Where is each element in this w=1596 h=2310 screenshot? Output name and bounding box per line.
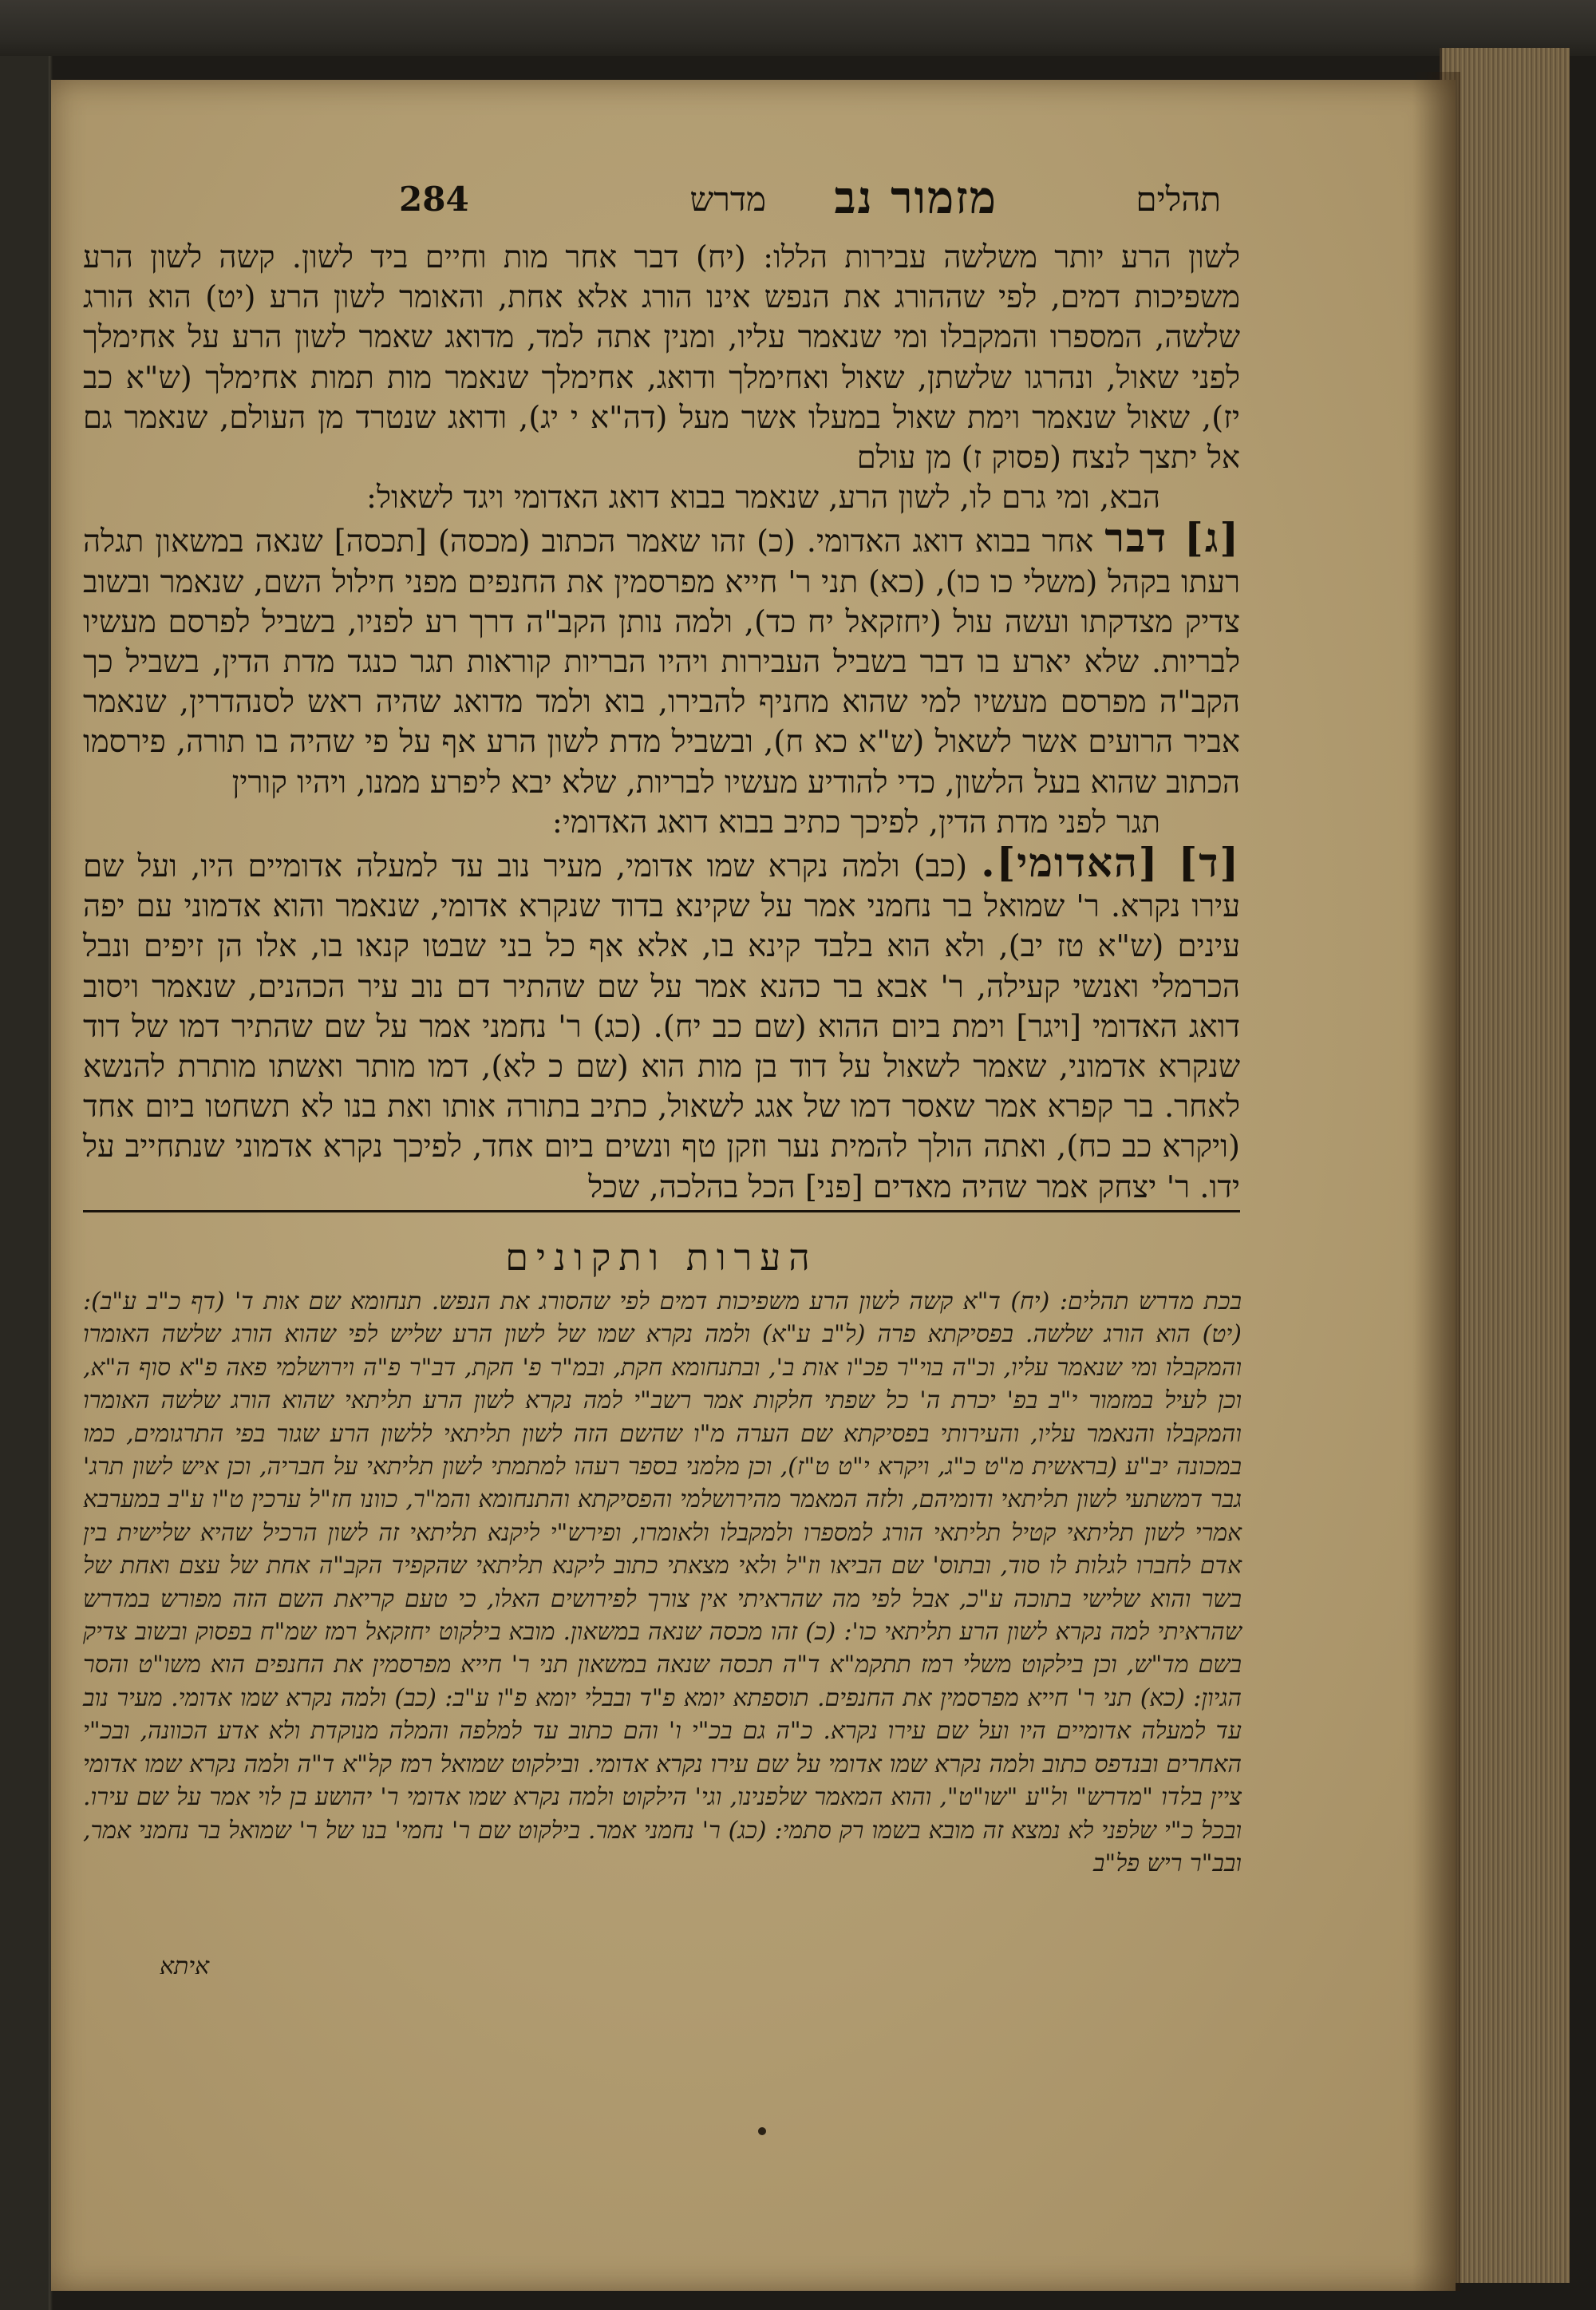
catchword: איתא xyxy=(160,1952,210,1980)
section-3-heading: [ג] דבר xyxy=(1104,514,1240,562)
header-midrash-title: מדרש xyxy=(689,180,766,219)
section-3-end: תגר לפני מדת הדין, לפיכך כתיב בבוא דואג האדומי: xyxy=(551,804,1160,841)
section-3 xyxy=(83,514,1240,802)
page-gutter-shadow xyxy=(1412,72,1460,2291)
notes-paragraph: בכת מדרש תהלים: (יח) ד"א קשה לשון הרע משפיכות דמים לפי שהסורג את הנפש. תנחומא שם אות ד' (דף כ"ב ע"ב): (יט) הוא הורג שלשה. בפסיקתא פרה (ל"ב ע"א) ולמה נקרא שמו של לשון הרע שליש לפי שהוא הורג שלשה האומרו והמקבלו ומי שנאמר עליו, וכ"ה בוי"ר פכ"ו אות ב', ובתנחומא חקת, ובמ"ר פ' חקת, דב"ר פ"ה וירושלמי פאה פ"א סוף ה"א, וכן לעיל במזמור י"ב בפ' יכרת ה' כל שפתי חלקות אמר רשב"י למה נקרא לשון הרע תליתאי שהוא הורג שלשה האומרו והמקבלו והנאמר עליו, והעירותי בפסיקתא שם הערה מ"ו שהשם הזה לשון תליתאי ללשון הרע שגור בפי התרגומים, כמו במכונה יב"ע (בראשית מ"ט כ"ג, ויקרא י"ט ט"ז), וכן מלמני בספר רעהו למתמתי לשון תליתאי על חבריה, וכן איש לשון תרג' גבר דמשתעי לשון תליתאי ודומיהם, ולזה המאמר מהירושלמי והפסיקתא והתנחומא והמ"ר, כוונו חז"ל ערכין ט"ו ע"ב במערבא אמרי לשון תליתאי קטיל תליתאי הורג למספרו ולמקבלו ולאומרו, ופירש"י ליקנא תליתאי זה לשון הרכיל שהיא שלישית בין אדם לחברו לגלות לו סוד, ובתוס' שם הביאו וז"ל ולאי מצאתי כתוב ליקנא תליתאי שהקפיד הקב"ה אחת של עצם ואחת של בשר והוא שלישי בתוכה ע"כ, אבל לפי מה שהראיתי אין צורך לפירושים האלו, כי טעם קריאת השם הזה מפורש במדרש שהראיתי למה נקרא לשון הרע תליתאי כו': (כ) זהו מכסה שנאה במשאון. מובא בילקוט יחזקאל רמז שמ"ח בפסוק ובשוב צדיק בשם מד"ש, וכן בילקוט משלי רמז תתקמ"א ד"ה תכסה שנאה במשאון תני ר' חייא מפרסמין את החנפים הוא משו"ט והסר הגיון: (כא) תני ר' חייא מפרסמין את החנפים. תוספתא יומא פ"ד ובבלי יומא פ"ו ע"ב: (כב) ולמה נקרא שמו אדומי. מעיר נוב עד למעלה אדומיים היו ועל שם עירו נקרא. כ"ה גם בכ"י ו' והם כתוב עד למלפה והמלה מנוקדת ולא אדע הכוונה, ובכ"י האחרים ובנדפס כתוב ולמה נקרא שמו אדומי על שם עירו נקרא אדומי. ובילקוט שמואל רמז קל"א ד"ה ולמה נקרא שמו אדומי ציין בלדו "מדרש" ול"ע "שו"ט", והוא המאמר שלפנינו, וגי' הילקוט ולמה נקרא שמו אדומי ר' יהושע בן לוי אמר על שם עירו. ובכל כ"י שלפני לא נמצא זה מובא בשמו רק סתמי: (כג) ר' נחמני אמר. בילקוט שם ר' נחמי' בנו של ר' שמואל בר נחמני אמר, ובב"ר ריש פל"ב xyxy=(83,1288,1242,1877)
page-number: 284 xyxy=(399,180,469,219)
notes-divider xyxy=(83,1210,1240,1212)
main-text-block xyxy=(83,238,1240,1208)
notes-block xyxy=(83,1285,1242,1880)
notes-heading: הערות ותקונים xyxy=(505,1236,818,1279)
main-paragraph: לשון הרע יותר משלשה עבירות הללו: (יח) דבר אחר מות וחיים ביד לשון. קשה לשון הרע משפיכות דמים, לפי שההורג את הנפש אינו הורג אלא אחת, והאומר לשון הרע (יט) הוא הורג שלשה, המספרו והמקבלו ומי שנאמר עליו, ומנין אתה למד, מדואג שאמר לשון הרע על אחימלך לפני שאול, ונהרגו שלשתן, שאול ואחימלך ודואג, אחימלך שנאמר מות תמות אחימלך (ש"א כב יז), שאול שנאמר וימת שאול במעלו אשר מעל (דה"א י יג), ודואג שנטרד מן העולם, שנאמר גם אל יתצך לנצח (פסוק ז) מן עולם xyxy=(83,239,1240,477)
section-4-text: (כב) ולמה נקרא שמו אדומי, מעיר נוב עד למעלה אדומיים היו, ועל שם עירו נקרא. ר' שמואל בר נחמני אמר על שקינא בדוד שנקרא אדומי, שנאמר והוא אדמוני עם יפה עינים (ש"א טז יב), ולא הוא בלבד קינא בו, אלא אף כל בני שבטו קנאו בו, אלו הן זיפים ונבל הכרמלי ואנשי קעילה, ר' אבא בר כהנא אמר על שם שהתיר דם נוב עיר הכהנים, שנאמר ויסוב דואג האדומי [ויגר] וימת ביום ההוא (שם כב יח). (כג) ר' נחמני אמר על שם שהתיר דמו של דוד שנקרא אדמוני, שאמר לשאול על דוד בן מות הוא (שם כ לא), דמו מותר ואשתו מותרת להנשא לאחר. בר קפרא אמר שאסר דמו של אגג לשאול, כתיב בתורה אותו ואת בנו לא תשחטו ביום אחד (ויקרא כב כח), ואתה הולך להמית נער וזקן טף ונשים ביום אחד, לפיכך נקרא אדמוני שנתחייב על ידו. ר' יצחק אמר שהיה מאדים [פני] הכל בהלכה, שכל xyxy=(83,848,1240,1205)
header-psalm-title: מזמור נב xyxy=(834,172,998,224)
header-book-title: תהלים xyxy=(1136,180,1221,219)
main-paragraph-end: הבא, ומי גרם לו, לשון הרע, שנאמר בבוא דואג האדומי ויגד לשאול: xyxy=(366,480,1160,516)
page-dot xyxy=(758,2127,766,2135)
book-cover-top xyxy=(0,0,1596,56)
section-4 xyxy=(83,839,1240,1208)
section-3-text: אחר בבוא דואג האדומי. (כ) זהו שאמר הכתוב (מכסה) [תכסה] שנאה במשאון תגלה רעתו בקהל (משלי כו כו), (כא) תני ר' חייא מפרסמין את החנפים מפני חילול השם, שנאמר ובשוב צדיק מצדקתו ועשה עול (יחזקאל יח כד), ולמה נותן הקב"ה דרך רע לפניו, בשביל לפרסם מעשיו לבריות. שלא יארע בו דבר בשביל העבירות ויהיו הבריות קוראות תגר כנגד מדת הדין, בשביל כך הקב"ה מפרסם מעשיו למי שהוא מחניף להבירו, בוא ולמד מדואג שהיה ראש לסנהדרין, שנאמר אביר הרועים אשר לשאול (ש"א כא ח), ובשביל מדת לשון הרע אף על פי שהיה בו תורה, פירסמו הכתוב שהוא בעל הלשון, כדי להודיע מעשיו לבריות, שלא יבא ליפרע ממנו, ויהיו קורין xyxy=(83,524,1240,801)
running-header xyxy=(399,172,1221,227)
section-4-heading: [ד] [האדומי]. xyxy=(981,839,1240,887)
